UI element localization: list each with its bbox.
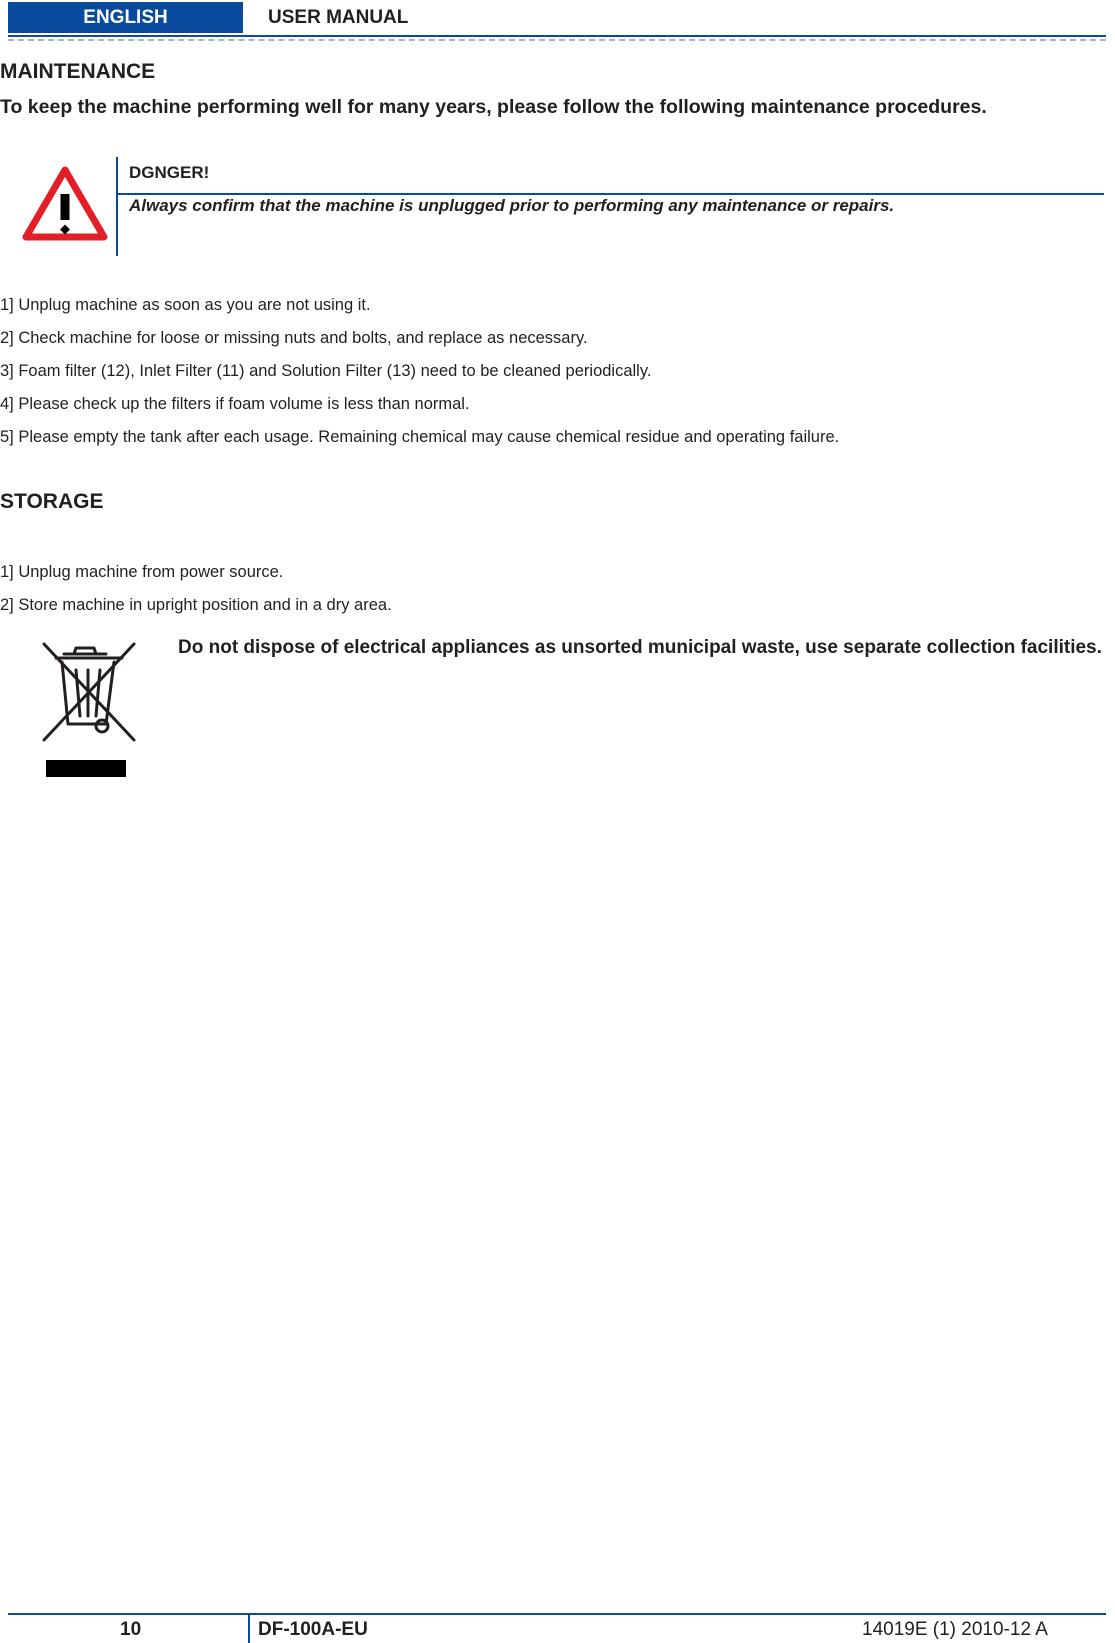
footer-rule bbox=[8, 1613, 1106, 1615]
footer-page-number: 10 bbox=[120, 1619, 142, 1640]
danger-title: DGNGER! bbox=[129, 163, 210, 182]
maintenance-item: 3] Foam filter (12), Inlet Filter (11) and Solution Filter (13) need to be cleaned periodically. bbox=[0, 362, 652, 380]
footer-doc-code: 14019E (1) 2010-12 A bbox=[862, 1619, 1048, 1640]
maintenance-heading: MAINTENANCE bbox=[0, 60, 156, 83]
maintenance-item: 5] Please empty the tank after each usage. Remaining chemical may cause chemical residue and operating failure. bbox=[0, 428, 840, 446]
maintenance-item: 1] Unplug machine as soon as you are not using it. bbox=[0, 296, 371, 314]
danger-text: Always confirm that the machine is unplugged prior to performing any maintenance or repairs. bbox=[129, 196, 895, 215]
storage-heading: STORAGE bbox=[0, 490, 104, 513]
maintenance-item: 2] Check machine for loose or missing nuts and bolts, and replace as necessary. bbox=[0, 329, 588, 347]
maintenance-intro: To keep the machine performing well for many years, please follow the following maintenance procedures. bbox=[0, 96, 987, 118]
header-rule bbox=[8, 35, 1106, 37]
footer-model: DF-100A-EU bbox=[258, 1619, 368, 1640]
warning-triangle-icon bbox=[20, 164, 110, 244]
danger-box-horizontal-rule bbox=[116, 193, 1104, 195]
maintenance-item: 4] Please check up the filters if foam volume is less than normal. bbox=[0, 395, 470, 413]
weee-disposal-text: Do not dispose of electrical appliances as unsorted municipal waste, use separate collection facilities. bbox=[178, 637, 1102, 658]
header-rule-dashed bbox=[8, 39, 1106, 41]
footer-divider bbox=[248, 1613, 250, 1643]
header-language-tab: ENGLISH bbox=[8, 2, 243, 33]
danger-box-vertical-rule bbox=[116, 157, 118, 256]
storage-item: 2] Store machine in upright position and in a dry area. bbox=[0, 596, 392, 614]
crossed-out-wheelie-bin-icon bbox=[36, 640, 142, 782]
header-title: USER MANUAL bbox=[268, 7, 409, 28]
storage-item: 1] Unplug machine from power source. bbox=[0, 563, 284, 581]
